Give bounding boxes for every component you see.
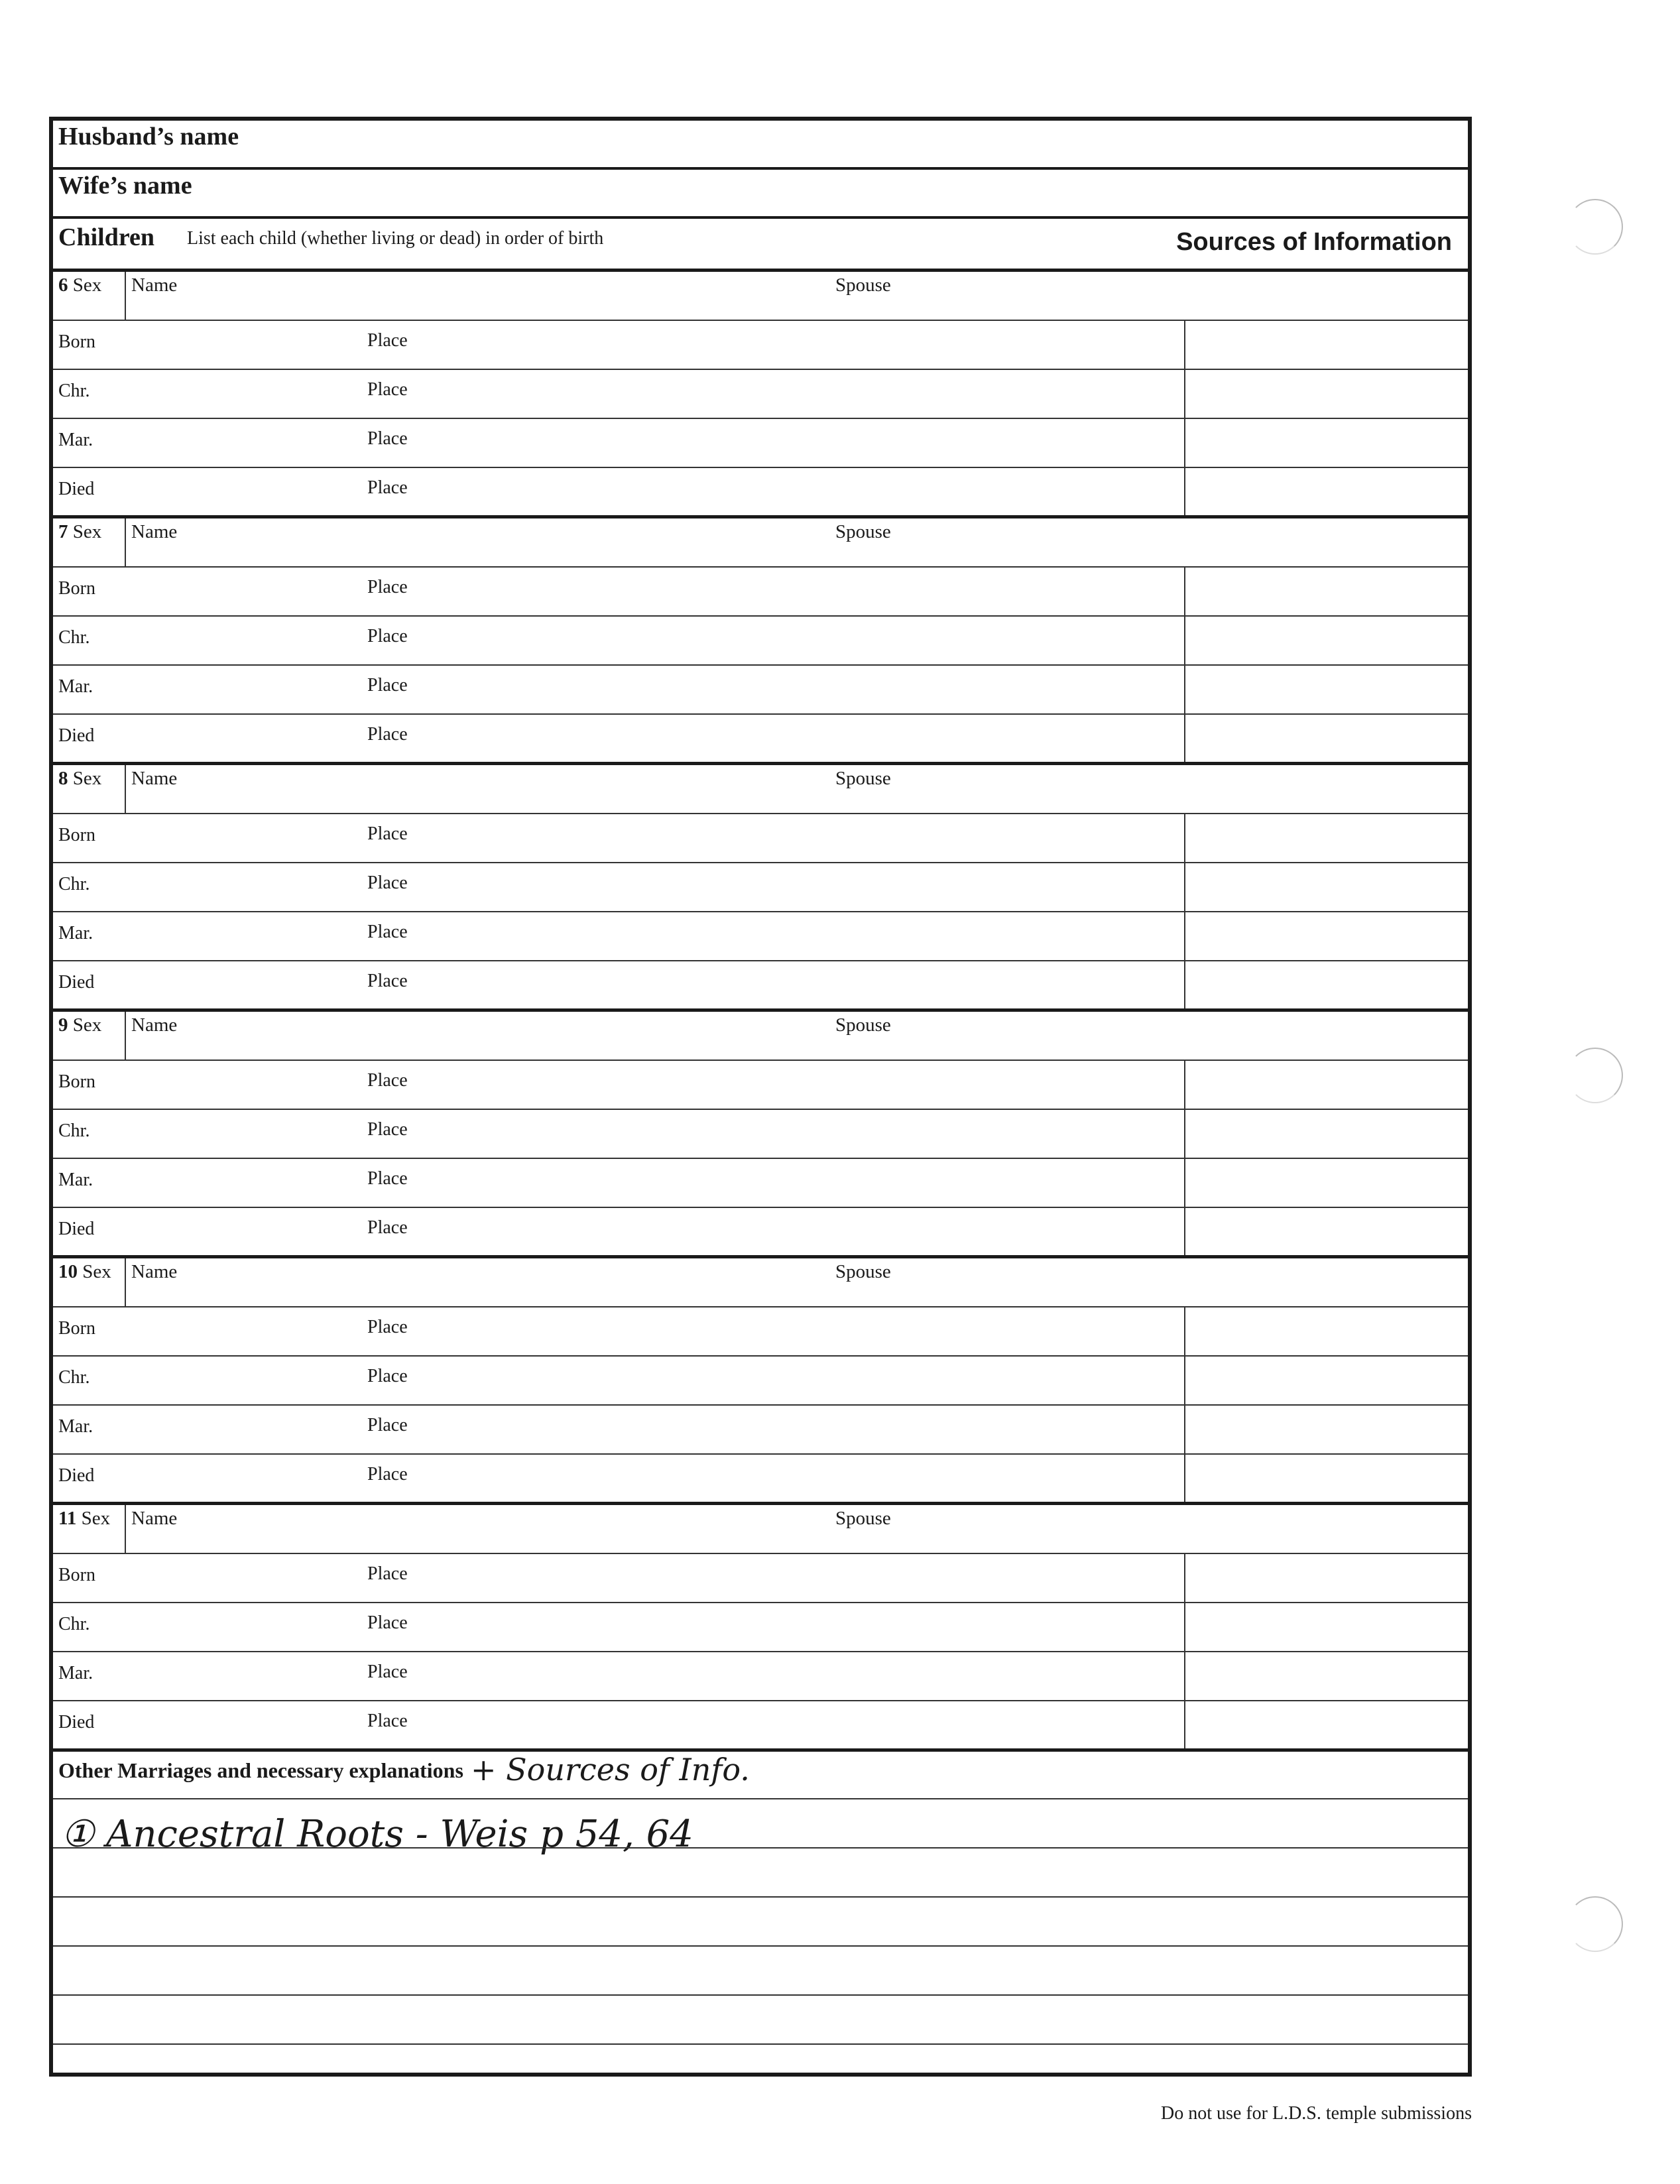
event-type-label: Mar. bbox=[58, 1663, 93, 1683]
name-label: Name bbox=[131, 274, 178, 296]
spouse-label: Spouse bbox=[835, 521, 891, 542]
place-label: Place bbox=[367, 477, 408, 498]
notes-line bbox=[53, 1994, 1468, 1996]
event-type-label: Born bbox=[58, 825, 95, 845]
event-type-label: Born bbox=[58, 578, 95, 599]
family-group-record-form bbox=[49, 117, 1472, 2077]
event-type-label: Chr. bbox=[58, 1367, 90, 1388]
other-marriages-label: Other Marriages and necessary explanations bbox=[58, 1758, 463, 1782]
event-row[interactable] bbox=[53, 1307, 1468, 1357]
child-name-row[interactable] bbox=[53, 272, 1468, 321]
child-name-row[interactable] bbox=[53, 518, 1468, 568]
event-type-label: Mar. bbox=[58, 923, 93, 943]
event-row[interactable] bbox=[53, 1455, 1468, 1504]
event-row[interactable] bbox=[53, 468, 1468, 517]
sex-divider bbox=[125, 765, 126, 814]
place-label: Place bbox=[367, 1070, 408, 1091]
sources-column-divider bbox=[1184, 1061, 1185, 1255]
event-type-label: Born bbox=[58, 1565, 95, 1585]
handwritten-source-entry[interactable]: ① Ancestral Roots - Weis p 54, 64 bbox=[61, 1813, 693, 1856]
place-label: Place bbox=[367, 1119, 408, 1140]
event-row[interactable] bbox=[53, 321, 1468, 370]
notes-line bbox=[53, 1896, 1468, 1898]
child-number-sex-label: 9 Sex bbox=[58, 1014, 102, 1036]
event-row[interactable] bbox=[53, 1208, 1468, 1257]
sources-column-divider bbox=[1184, 1554, 1185, 1748]
sex-divider bbox=[125, 1012, 126, 1061]
child-number-sex-label: 10 Sex bbox=[58, 1261, 111, 1282]
child-name-row[interactable] bbox=[53, 1258, 1468, 1307]
place-label: Place bbox=[367, 675, 408, 696]
sources-column-divider bbox=[1184, 321, 1185, 515]
event-row[interactable] bbox=[53, 1061, 1468, 1110]
wife-name-label: Wife’s name bbox=[58, 172, 192, 200]
event-row[interactable] bbox=[53, 419, 1468, 468]
child-name-row[interactable] bbox=[53, 1012, 1468, 1061]
place-label: Place bbox=[367, 1662, 408, 1682]
event-row[interactable] bbox=[53, 1110, 1468, 1159]
place-label: Place bbox=[367, 1217, 408, 1238]
footer-note: Do not use for L.D.S. temple submissions bbox=[1161, 2103, 1472, 2124]
child-record-11 bbox=[53, 1505, 1468, 1752]
event-row[interactable] bbox=[53, 863, 1468, 912]
event-type-label: Chr. bbox=[58, 1121, 90, 1141]
place-label: Place bbox=[367, 1612, 408, 1633]
place-label: Place bbox=[367, 873, 408, 893]
event-row[interactable] bbox=[53, 370, 1468, 419]
handwritten-sources-heading: + Sources of Info. bbox=[471, 1752, 750, 1788]
place-label: Place bbox=[367, 428, 408, 449]
event-row[interactable] bbox=[53, 1159, 1468, 1208]
child-record-10 bbox=[53, 1258, 1468, 1505]
spouse-label: Spouse bbox=[835, 1014, 891, 1036]
punch-hole-mark bbox=[1567, 1048, 1623, 1103]
event-type-label: Mar. bbox=[58, 430, 93, 450]
place-label: Place bbox=[367, 971, 408, 991]
event-row[interactable] bbox=[53, 1554, 1468, 1603]
sex-divider bbox=[125, 518, 126, 568]
sources-column-divider bbox=[1184, 568, 1185, 762]
place-label: Place bbox=[367, 922, 408, 942]
spouse-label: Spouse bbox=[835, 274, 891, 296]
event-row[interactable] bbox=[53, 666, 1468, 715]
place-label: Place bbox=[367, 577, 408, 597]
child-record-6 bbox=[53, 272, 1468, 518]
event-row[interactable] bbox=[53, 617, 1468, 666]
event-type-label: Chr. bbox=[58, 874, 90, 894]
place-label: Place bbox=[367, 1464, 408, 1485]
event-type-label: Chr. bbox=[58, 627, 90, 648]
sex-divider bbox=[125, 1258, 126, 1307]
place-label: Place bbox=[367, 1415, 408, 1435]
place-label: Place bbox=[367, 379, 408, 400]
place-label: Place bbox=[367, 626, 408, 646]
wife-name-row[interactable] bbox=[53, 170, 1468, 219]
event-type-label: Died bbox=[58, 479, 95, 499]
event-type-label: Mar. bbox=[58, 1416, 93, 1437]
event-type-label: Died bbox=[58, 725, 95, 746]
place-label: Place bbox=[367, 1563, 408, 1584]
spouse-label: Spouse bbox=[835, 1508, 891, 1529]
child-record-7 bbox=[53, 518, 1468, 765]
event-row[interactable] bbox=[53, 715, 1468, 764]
other-marriages-section bbox=[53, 1752, 1468, 2073]
notes-line bbox=[53, 1847, 1468, 1849]
sources-column-divider bbox=[1184, 1307, 1185, 1502]
event-type-label: Born bbox=[58, 1318, 95, 1339]
event-type-label: Born bbox=[58, 332, 95, 352]
event-row[interactable] bbox=[53, 1701, 1468, 1750]
child-record-8 bbox=[53, 765, 1468, 1012]
notes-line bbox=[53, 2043, 1468, 2045]
name-label: Name bbox=[131, 768, 178, 789]
notes-line bbox=[53, 1798, 1468, 1799]
child-number-sex-label: 8 Sex bbox=[58, 768, 102, 789]
event-type-label: Mar. bbox=[58, 1170, 93, 1190]
event-row[interactable] bbox=[53, 1603, 1468, 1652]
event-row[interactable] bbox=[53, 568, 1468, 617]
event-type-label: Died bbox=[58, 1219, 95, 1239]
place-label: Place bbox=[367, 330, 408, 351]
notes-line bbox=[53, 1945, 1468, 1947]
event-type-label: Mar. bbox=[58, 676, 93, 697]
child-number-sex-label: 7 Sex bbox=[58, 521, 102, 542]
place-label: Place bbox=[367, 1711, 408, 1731]
punch-hole-mark bbox=[1567, 1896, 1623, 1952]
event-row[interactable] bbox=[53, 961, 1468, 1010]
husband-name-label: Husband’s name bbox=[58, 123, 239, 151]
child-number-sex-label: 6 Sex bbox=[58, 274, 102, 296]
event-row[interactable] bbox=[53, 1357, 1468, 1406]
sources-column-divider bbox=[1184, 814, 1185, 1008]
event-row[interactable] bbox=[53, 1406, 1468, 1455]
child-record-9 bbox=[53, 1012, 1468, 1258]
place-label: Place bbox=[367, 1168, 408, 1189]
event-type-label: Born bbox=[58, 1071, 95, 1092]
place-label: Place bbox=[367, 823, 408, 844]
husband-name-row[interactable] bbox=[53, 121, 1468, 170]
place-label: Place bbox=[367, 724, 408, 745]
place-label: Place bbox=[367, 1317, 408, 1337]
sources-of-information-label: Sources of Information bbox=[1176, 228, 1452, 256]
children-label: Children bbox=[58, 223, 155, 251]
event-type-label: Died bbox=[58, 1465, 95, 1486]
event-type-label: Died bbox=[58, 1712, 95, 1732]
name-label: Name bbox=[131, 1508, 178, 1529]
event-type-label: Chr. bbox=[58, 381, 90, 401]
children-instruction: List each child (whether living or dead) in order of birth bbox=[187, 228, 604, 249]
event-row[interactable] bbox=[53, 1652, 1468, 1701]
sex-divider bbox=[125, 1505, 126, 1554]
child-name-row[interactable] bbox=[53, 1505, 1468, 1554]
spouse-label: Spouse bbox=[835, 768, 891, 789]
name-label: Name bbox=[131, 1261, 178, 1282]
punch-hole-mark bbox=[1567, 199, 1623, 255]
sex-divider bbox=[125, 272, 126, 321]
spouse-label: Spouse bbox=[835, 1261, 891, 1282]
child-number-sex-label: 11 Sex bbox=[58, 1508, 111, 1529]
event-row[interactable] bbox=[53, 912, 1468, 961]
name-label: Name bbox=[131, 521, 178, 542]
event-type-label: Chr. bbox=[58, 1614, 90, 1634]
event-type-label: Died bbox=[58, 972, 95, 993]
place-label: Place bbox=[367, 1366, 408, 1386]
name-label: Name bbox=[131, 1014, 178, 1036]
child-name-row[interactable] bbox=[53, 765, 1468, 814]
event-row[interactable] bbox=[53, 814, 1468, 863]
children-header-row bbox=[53, 219, 1468, 272]
